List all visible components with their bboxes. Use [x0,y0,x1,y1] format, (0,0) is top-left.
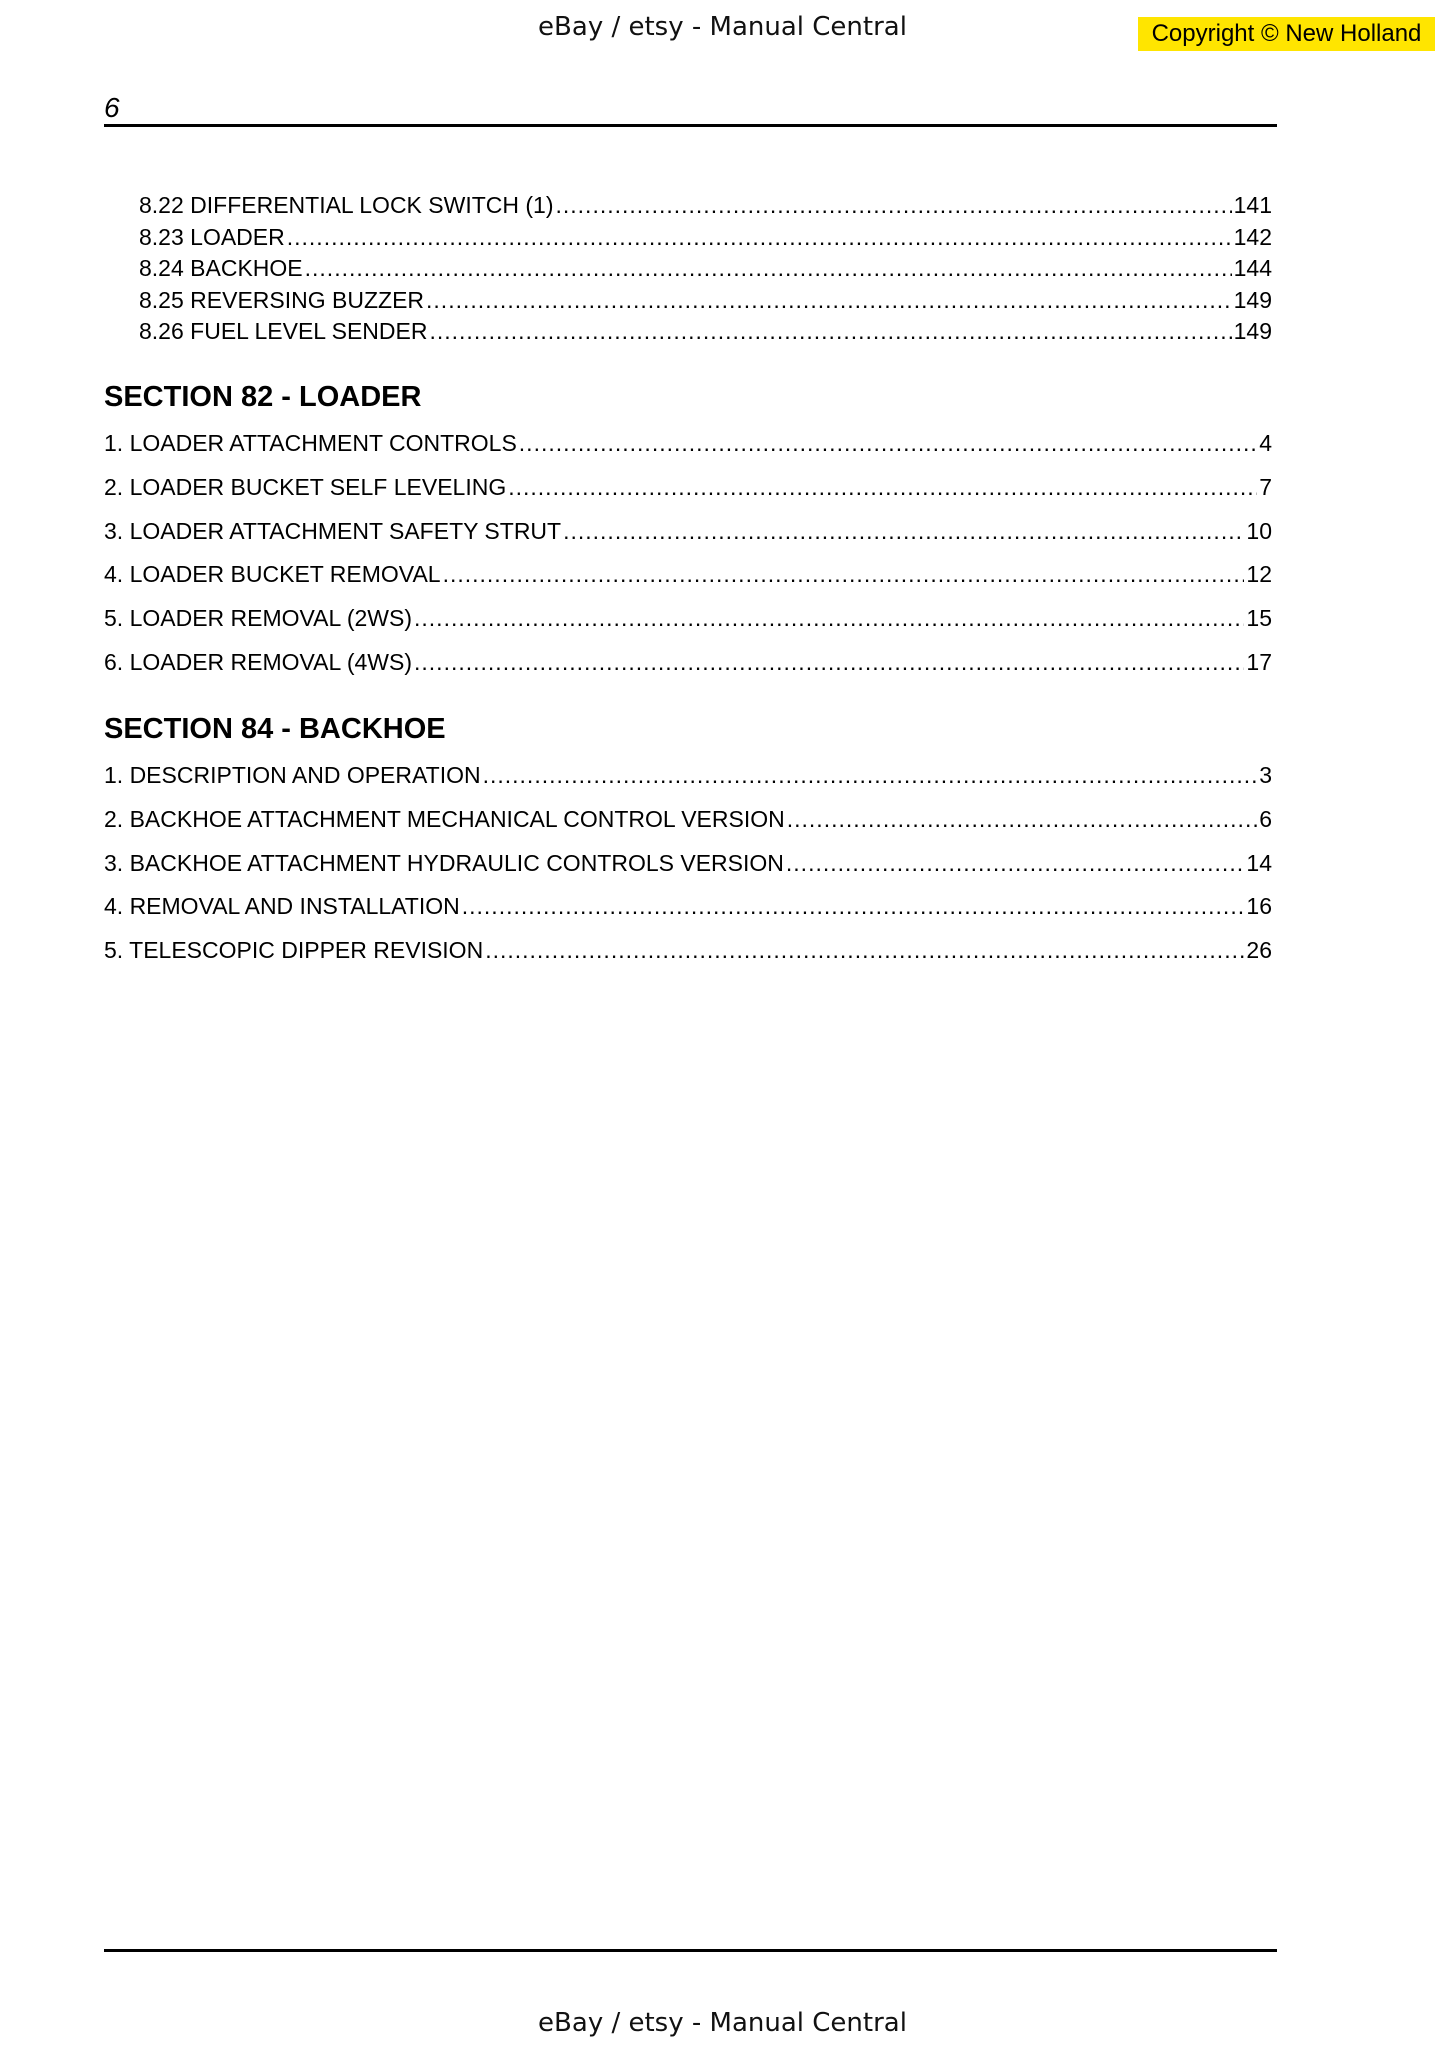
toc-entry-page: 149 [1233,286,1272,313]
toc-entry-label: 5. TELESCOPIC DIPPER REVISION [104,937,484,964]
toc-entry-page: 15 [1246,605,1272,632]
section-84-heading: SECTION 84 - BACKHOE [104,713,446,745]
toc-entry[interactable] [104,937,1272,981]
toc-entry[interactable] [104,474,1272,518]
section-82-entries [104,430,1272,693]
section-84-entries [104,762,1272,981]
dot-leader [305,255,1232,282]
toc-entry[interactable] [139,192,1272,224]
toc-entry[interactable] [104,649,1272,693]
toc-entry[interactable] [104,605,1272,649]
toc-entry-page: 10 [1246,517,1272,544]
dot-leader [443,561,1245,588]
dot-leader [426,287,1232,314]
toc-entry-page: 141 [1233,192,1272,218]
toc-entry-label: 8.23 LOADER [139,223,285,250]
toc-entry-page: 14 [1246,849,1272,876]
footer-rule [104,1949,1277,1952]
header-rule [104,124,1277,127]
toc-entry[interactable] [104,430,1272,474]
toc-entry[interactable] [139,224,1272,256]
toc-entry-label: 3. BACKHOE ATTACHMENT HYDRAULIC CONTROLS VERSION [104,849,784,876]
toc-entry-label: 8.24 BACKHOE [139,255,303,281]
toc-entry-page: 3 [1259,762,1272,788]
toc-entry-page: 6 [1259,805,1272,832]
toc-entry[interactable] [139,255,1272,287]
toc-entry-page: 144 [1233,255,1272,281]
toc-entry[interactable] [104,806,1272,850]
toc-entry[interactable] [104,893,1272,937]
toc-entry-page: 149 [1233,318,1272,344]
dot-leader [414,649,1244,676]
toc-entry-page: 16 [1246,893,1272,920]
toc-entry[interactable] [139,287,1272,319]
toc-sub-entries [104,192,1272,350]
toc-entry-page: 7 [1259,473,1272,500]
toc-entry-label: 5. LOADER REMOVAL (2WS) [104,605,413,632]
copyright-badge: Copyright © New Holland [1138,17,1435,51]
toc-entry-label: 6. LOADER REMOVAL (4WS) [104,648,413,675]
toc-entry-label: 2. LOADER BUCKET SELF LEVELING [104,473,507,500]
toc-entry-page: 12 [1246,561,1272,588]
toc-entry-page: 142 [1233,223,1272,250]
toc-entry[interactable] [104,762,1272,806]
footer-watermark: eBay / etsy - Manual Central [538,2008,907,2038]
dot-leader [519,430,1257,457]
page-number: 6 [104,92,120,123]
toc-entry[interactable] [104,518,1272,562]
toc-entry[interactable] [104,561,1272,605]
toc-entry-label: 1. DESCRIPTION AND OPERATION [104,762,481,788]
toc-entry-label: 1. LOADER ATTACHMENT CONTROLS [104,430,517,456]
dot-leader [508,474,1257,501]
toc-entry-label: 3. LOADER ATTACHMENT SAFETY STRUT [104,517,562,544]
toc-entry-label: 8.26 FUEL LEVEL SENDER [139,318,428,344]
toc-entry-page: 4 [1259,430,1272,456]
toc-entry-page: 26 [1246,937,1272,964]
dot-leader [462,893,1245,920]
toc-entry-label: 8.25 REVERSING BUZZER [139,286,425,313]
section-82-heading: SECTION 82 - LOADER [104,381,422,413]
dot-leader [483,762,1258,789]
toc-entry-page: 17 [1246,648,1272,675]
toc-entry[interactable] [139,318,1272,350]
toc-entry-label: 8.22 DIFFERENTIAL LOCK SWITCH (1) [139,192,554,218]
toc-entry-label: 2. BACKHOE ATTACHMENT MECHANICAL CONTROL VERSION [104,805,785,832]
toc-entry[interactable] [104,850,1272,894]
dot-leader [429,318,1231,345]
dot-leader [485,937,1244,964]
toc-entry-label: 4. LOADER BUCKET REMOVAL [104,561,441,588]
header-watermark: eBay / etsy - Manual Central [538,12,907,42]
dot-leader [556,192,1232,219]
dot-leader [414,605,1244,632]
toc-entry-label: 4. REMOVAL AND INSTALLATION [104,893,460,920]
dot-leader [786,850,1245,877]
dot-leader [287,224,1232,251]
dot-leader [787,806,1257,833]
dot-leader [563,518,1244,545]
